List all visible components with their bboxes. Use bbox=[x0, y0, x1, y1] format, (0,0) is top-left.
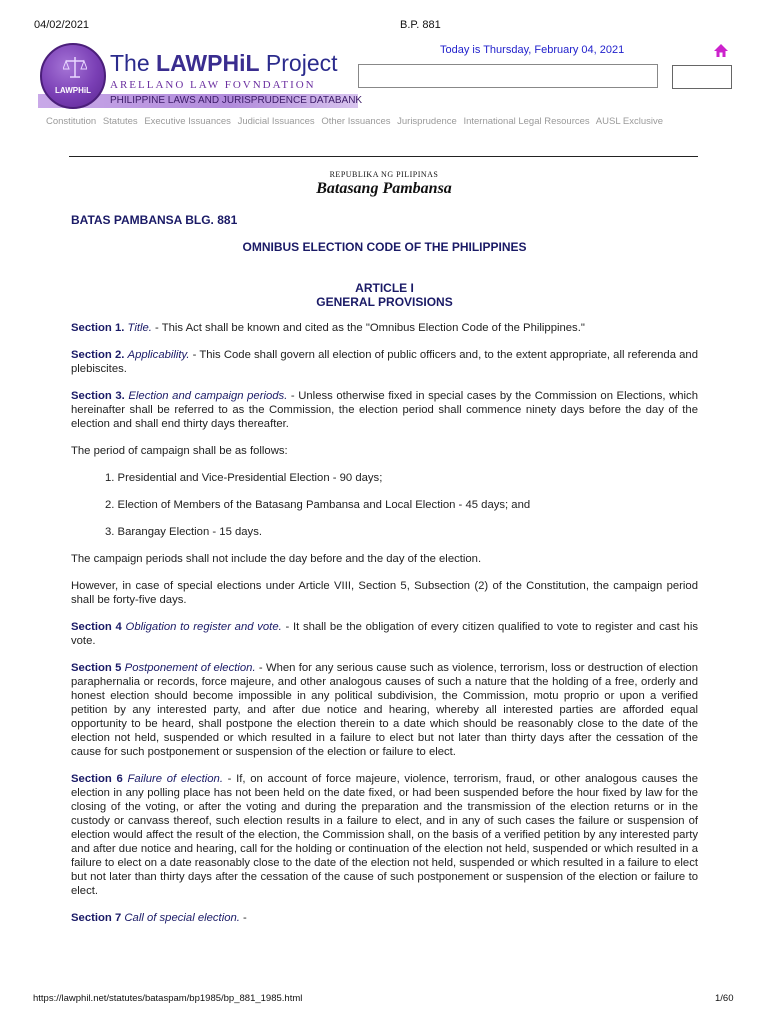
today-date: Today is Thursday, February 04, 2021 bbox=[440, 44, 625, 56]
scales-of-justice-icon bbox=[63, 55, 87, 81]
section-heading: Obligation to register and vote. bbox=[125, 621, 282, 633]
republika-heading: REPUBLIKA NG PILIPINAS bbox=[329, 170, 439, 179]
section-label: Section 5 bbox=[71, 662, 122, 674]
site-title-suffix: Project bbox=[259, 50, 338, 76]
law-title: OMNIBUS ELECTION CODE OF THE PHILIPPINES bbox=[242, 240, 527, 254]
section-label: Section 4 bbox=[71, 621, 122, 633]
section-1 bbox=[71, 321, 698, 335]
section-text: - When for any serious cause such as violence, terrorism, loss or destruction of election paraphernalia or records, force majeure, and other analogous causes of such a nature that the holding of a free, orderly and honest election should become impossible in any political subdivision, the Commission, motu proprio or upon a verified petition by any interested party, and after due notice and hearing, whereby all interested parties are afforded equal opportunity to be heard, shall postpone the election therein to a date which should be reasonably close to the date of the election not held, suspended or which resulted in a failure to elect but not later than thirty days after the cessation of the cause for such postponement or suspension of the election or failure to elect. bbox=[71, 662, 698, 758]
list-item: 3. Barangay Election - 15 days. bbox=[105, 526, 262, 538]
nav-judicial-issuances[interactable]: Judicial Issuances bbox=[237, 116, 315, 127]
section-label: Section 2. bbox=[71, 349, 125, 361]
section-text: - This Act shall be known and cited as the "Omnibus Election Code of the Philippines." bbox=[151, 322, 585, 334]
special-election-note: However, in case of special elections under Article VIII, Section 5, Subsection (2) of the Constitution, the campaign period shall be forty-five days. bbox=[71, 580, 698, 606]
article-number: ARTICLE I bbox=[355, 281, 414, 295]
nav-ausl-exclusive[interactable]: AUSL Exclusive bbox=[595, 116, 664, 127]
nav-international-legal-resources[interactable]: International Legal Resources bbox=[463, 116, 590, 127]
lawphil-seal-icon bbox=[40, 43, 106, 109]
section-text: - It shall be the obligation of every citizen qualified to vote to register and cast his vote. bbox=[71, 621, 698, 647]
section-5 bbox=[71, 661, 698, 759]
section-text: - Unless otherwise fixed in special cases by the Commission on Elections, which hereinafter shall be referred to as the Commission, the election period shall commence ninety days before the day of the election and shall end thirty days thereafter. bbox=[71, 390, 698, 430]
section-3 bbox=[71, 389, 698, 431]
section-heading: Failure of election. bbox=[127, 773, 223, 785]
site-title-main: LAWPHiL bbox=[156, 50, 260, 76]
section-label: Section 7 bbox=[71, 912, 122, 924]
section-text: - This Code shall govern all election of public officers and, to the extent appropriate, all referenda and plebiscites. bbox=[71, 349, 699, 375]
nav-statutes[interactable]: Statutes bbox=[102, 116, 138, 127]
print-date: 04/02/2021 bbox=[34, 19, 90, 31]
foundation-name: ARELLANO LAW FOVNDATION bbox=[110, 79, 316, 91]
nav-executive-issuances[interactable]: Executive Issuances bbox=[144, 116, 231, 127]
nav-jurisprudence[interactable]: Jurisprudence bbox=[397, 116, 457, 127]
list-item: 2. Election of Members of the Batasang Pambansa and Local Election - 45 days; and bbox=[105, 499, 531, 511]
databank-banner: PHILIPPINE LAWS AND JURISPRUDENCE DATABANK bbox=[38, 94, 358, 108]
site-title-prefix: The bbox=[110, 50, 157, 76]
section-6 bbox=[71, 772, 698, 898]
nav-other-issuances[interactable]: Other Issuances bbox=[321, 116, 391, 127]
campaign-intro: The period of campaign shall be as follows: bbox=[71, 445, 288, 457]
search-input[interactable] bbox=[358, 64, 658, 88]
document-body bbox=[71, 213, 698, 925]
campaign-exclusion: The campaign periods shall not include the day before and the day of the election. bbox=[71, 553, 482, 565]
section-label: Section 6 bbox=[71, 773, 123, 785]
section-heading: Applicability. bbox=[127, 349, 190, 361]
section-heading: Postponement of election. bbox=[124, 662, 256, 674]
batasang-heading: Batasang Pambansa bbox=[316, 180, 452, 197]
section-heading: Title. bbox=[127, 322, 152, 334]
section-heading: Election and campaign periods. bbox=[128, 390, 288, 402]
section-label: Section 1. bbox=[71, 322, 125, 334]
section-2 bbox=[71, 348, 698, 376]
nav-constitution[interactable]: Constitution bbox=[46, 116, 97, 127]
main-nav bbox=[46, 116, 667, 127]
list-item: 1. Presidential and Vice-Presidential Election - 90 days; bbox=[105, 472, 383, 484]
bp-number: BATAS PAMBANSA BLG. 881 bbox=[71, 213, 238, 227]
site-title bbox=[110, 50, 338, 77]
page-url: https://lawphil.net/statutes/bataspam/bp1985/bp_881_1985.html bbox=[33, 993, 303, 1004]
site-logo[interactable] bbox=[38, 41, 363, 115]
search-button[interactable] bbox=[672, 65, 732, 89]
section-text: - If, on account of force majeure, violence, terrorism, fraud, or other analogous causes the election in any polling place has not been held on the date fixed, or had been suspended before the hour fixed by law for the closing of the voting, or after the voting and during the preparation and the transmission of the election returns or in the custody or canvass thereof, such election results in a failure to elect, and in any of such cases the failure or suspension of election would affect the result of the election, the Commission shall, on the basis of a verified petition by any interested party and after due notice and hearing, call for the holding or continuation of the election not held, suspended or which resulted in a failure to elect on a date reasonably close to the date of the election not held, suspended or which resulted in a failure to elect but not later than thirty days after the cessation of the cause of such postponement or suspension of the election or failure to elect. bbox=[71, 773, 698, 897]
section-label: Section 3. bbox=[71, 390, 125, 402]
print-title: B.P. 881 bbox=[400, 19, 441, 31]
home-icon[interactable] bbox=[713, 43, 729, 59]
section-4 bbox=[71, 620, 698, 648]
section-text: - bbox=[239, 912, 247, 924]
article-title: GENERAL PROVISIONS bbox=[316, 295, 453, 309]
divider bbox=[69, 156, 698, 157]
section-7 bbox=[71, 911, 698, 925]
section-heading: Call of special election. bbox=[124, 912, 240, 924]
page-number: 1/60 bbox=[715, 993, 734, 1004]
seal-label: LAWPHiL bbox=[55, 86, 91, 95]
